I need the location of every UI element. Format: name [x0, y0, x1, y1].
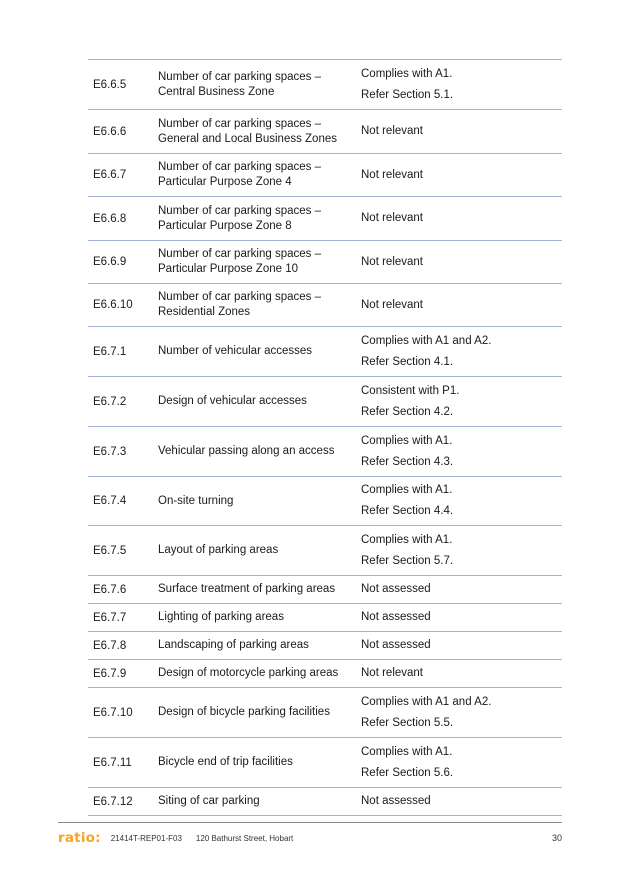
status-text: Not assessed — [361, 795, 431, 807]
clause-code: E6.7.1 — [93, 345, 127, 358]
status-text: Complies with A1. — [361, 67, 453, 80]
table-row — [88, 110, 562, 154]
table-row — [88, 604, 562, 632]
table-row — [88, 154, 562, 197]
status-text: Not assessed — [361, 639, 431, 651]
compliance-status — [361, 165, 562, 186]
clause-code: E6.7.2 — [93, 395, 127, 408]
compliance-status — [361, 692, 562, 734]
table-row — [88, 738, 562, 788]
page-number: 30 — [551, 833, 562, 843]
section-reference: Refer Section 4.2. — [361, 405, 454, 418]
compliance-status — [361, 331, 562, 373]
status-text: Not relevant — [361, 255, 424, 268]
table-row — [88, 788, 562, 816]
clause-title: Surface treatment of parking areas — [158, 583, 336, 595]
compliance-status — [361, 64, 562, 106]
status-text: Not relevant — [361, 168, 424, 181]
clause-title: Landscaping of parking areas — [158, 639, 309, 651]
page-footer — [58, 829, 562, 847]
compliance-status — [361, 530, 562, 572]
status-text: Not relevant — [361, 125, 424, 137]
status-text: Not relevant — [361, 667, 424, 679]
clause-title: Vehicular passing along an access — [158, 445, 335, 457]
table-row — [88, 660, 562, 688]
clause-title: Design of motorcycle parking areas — [158, 667, 339, 679]
status-text: Complies with A1 and A2. — [361, 695, 492, 708]
section-reference: Refer Section 5.6. — [361, 766, 454, 779]
status-text: Not assessed — [361, 583, 431, 595]
section-reference: Refer Section 5.5. — [361, 716, 454, 729]
clause-code: E6.7.9 — [93, 667, 127, 680]
compliance-status — [361, 208, 562, 229]
status-text: Complies with A1 and A2. — [361, 334, 492, 347]
status-text: Complies with A1. — [361, 745, 453, 758]
clause-title: Number of car parking spaces – Central Business Zone — [158, 70, 321, 98]
footer-divider — [58, 822, 562, 823]
clause-title: Number of vehicular accesses — [158, 345, 313, 357]
clause-code: E6.6.8 — [93, 212, 127, 225]
table-row — [88, 632, 562, 660]
table-row — [88, 284, 562, 327]
clause-title: On-site turning — [158, 494, 234, 507]
clause-title: Bicycle end of trip facilities — [158, 756, 293, 768]
ratio-logo: ratio: — [58, 830, 101, 846]
compliance-status — [361, 742, 562, 784]
clause-code: E6.7.11 — [93, 756, 132, 769]
clause-code: E6.6.5 — [93, 78, 127, 91]
clause-title: Number of car parking spaces – Particular Purpose Zone 10 — [158, 248, 321, 275]
clause-title: Number of car parking spaces – Particular Purpose Zone 4 — [158, 161, 321, 188]
compliance-status — [361, 381, 562, 423]
table-row — [88, 526, 562, 576]
compliance-status — [361, 480, 562, 522]
project-address: 120 Bathurst Street, Hobart — [195, 833, 294, 843]
status-text: Consistent with P1. — [361, 384, 460, 397]
clause-title: Number of car parking spaces – Particular Purpose Zone 8 — [158, 204, 321, 232]
clause-code: E6.7.6 — [93, 583, 127, 596]
table-row — [88, 241, 562, 284]
clause-title: Layout of parking areas — [158, 544, 279, 556]
table-row — [88, 688, 562, 738]
clause-code: E6.7.12 — [93, 795, 133, 808]
compliance-status — [361, 607, 562, 628]
clause-code: E6.7.7 — [93, 611, 127, 624]
clause-title: Number of car parking spaces – Residential Zones — [158, 291, 321, 318]
table-row — [88, 576, 562, 604]
clause-code: E6.7.3 — [93, 445, 127, 458]
status-text: Complies with A1. — [361, 434, 453, 447]
section-reference: Refer Section 4.1. — [361, 355, 454, 368]
status-text: Not assessed — [361, 611, 431, 623]
status-text: Not relevant — [361, 212, 424, 224]
clause-code: E6.6.9 — [93, 256, 127, 268]
clause-title: Lighting of parking areas — [158, 611, 284, 623]
clause-title: Design of vehicular accesses — [158, 395, 307, 407]
compliance-status — [361, 431, 562, 473]
status-text: Not relevant — [361, 298, 424, 311]
compliance-status — [361, 295, 562, 316]
clause-code: E6.7.8 — [93, 639, 127, 652]
clause-code: E6.7.5 — [93, 544, 127, 557]
section-reference: Refer Section 5.1. — [361, 88, 454, 101]
clause-title: Number of car parking spaces – General and Local Business Zones — [158, 117, 337, 145]
compliance-status — [361, 635, 562, 656]
document-reference: 21414T-REP01-F03 — [110, 833, 182, 843]
section-reference: Refer Section 4.4. — [361, 505, 454, 517]
clause-title: Design of bicycle parking facilities — [158, 706, 330, 718]
compliance-status — [361, 791, 562, 812]
table-row — [88, 197, 562, 241]
clause-code: E6.6.6 — [93, 125, 127, 138]
clause-code: E6.7.4 — [93, 495, 127, 507]
compliance-status — [361, 252, 562, 273]
clause-title: Siting of car parking — [158, 795, 260, 807]
clause-code: E6.6.10 — [93, 299, 133, 311]
clause-code: E6.7.10 — [93, 706, 133, 719]
table-row — [88, 477, 562, 526]
section-reference: Refer Section 5.7. — [361, 554, 454, 567]
clause-code: E6.6.7 — [93, 169, 127, 181]
section-reference: Refer Section 4.3. — [361, 455, 454, 468]
compliance-status — [361, 121, 562, 142]
table-row — [88, 427, 562, 477]
compliance-table — [88, 59, 562, 816]
compliance-status — [361, 579, 562, 600]
status-text: Complies with A1. — [361, 484, 453, 496]
table-row — [88, 60, 562, 110]
table-row — [88, 377, 562, 427]
status-text: Complies with A1. — [361, 533, 453, 546]
table-row — [88, 327, 562, 377]
compliance-status — [361, 663, 562, 684]
